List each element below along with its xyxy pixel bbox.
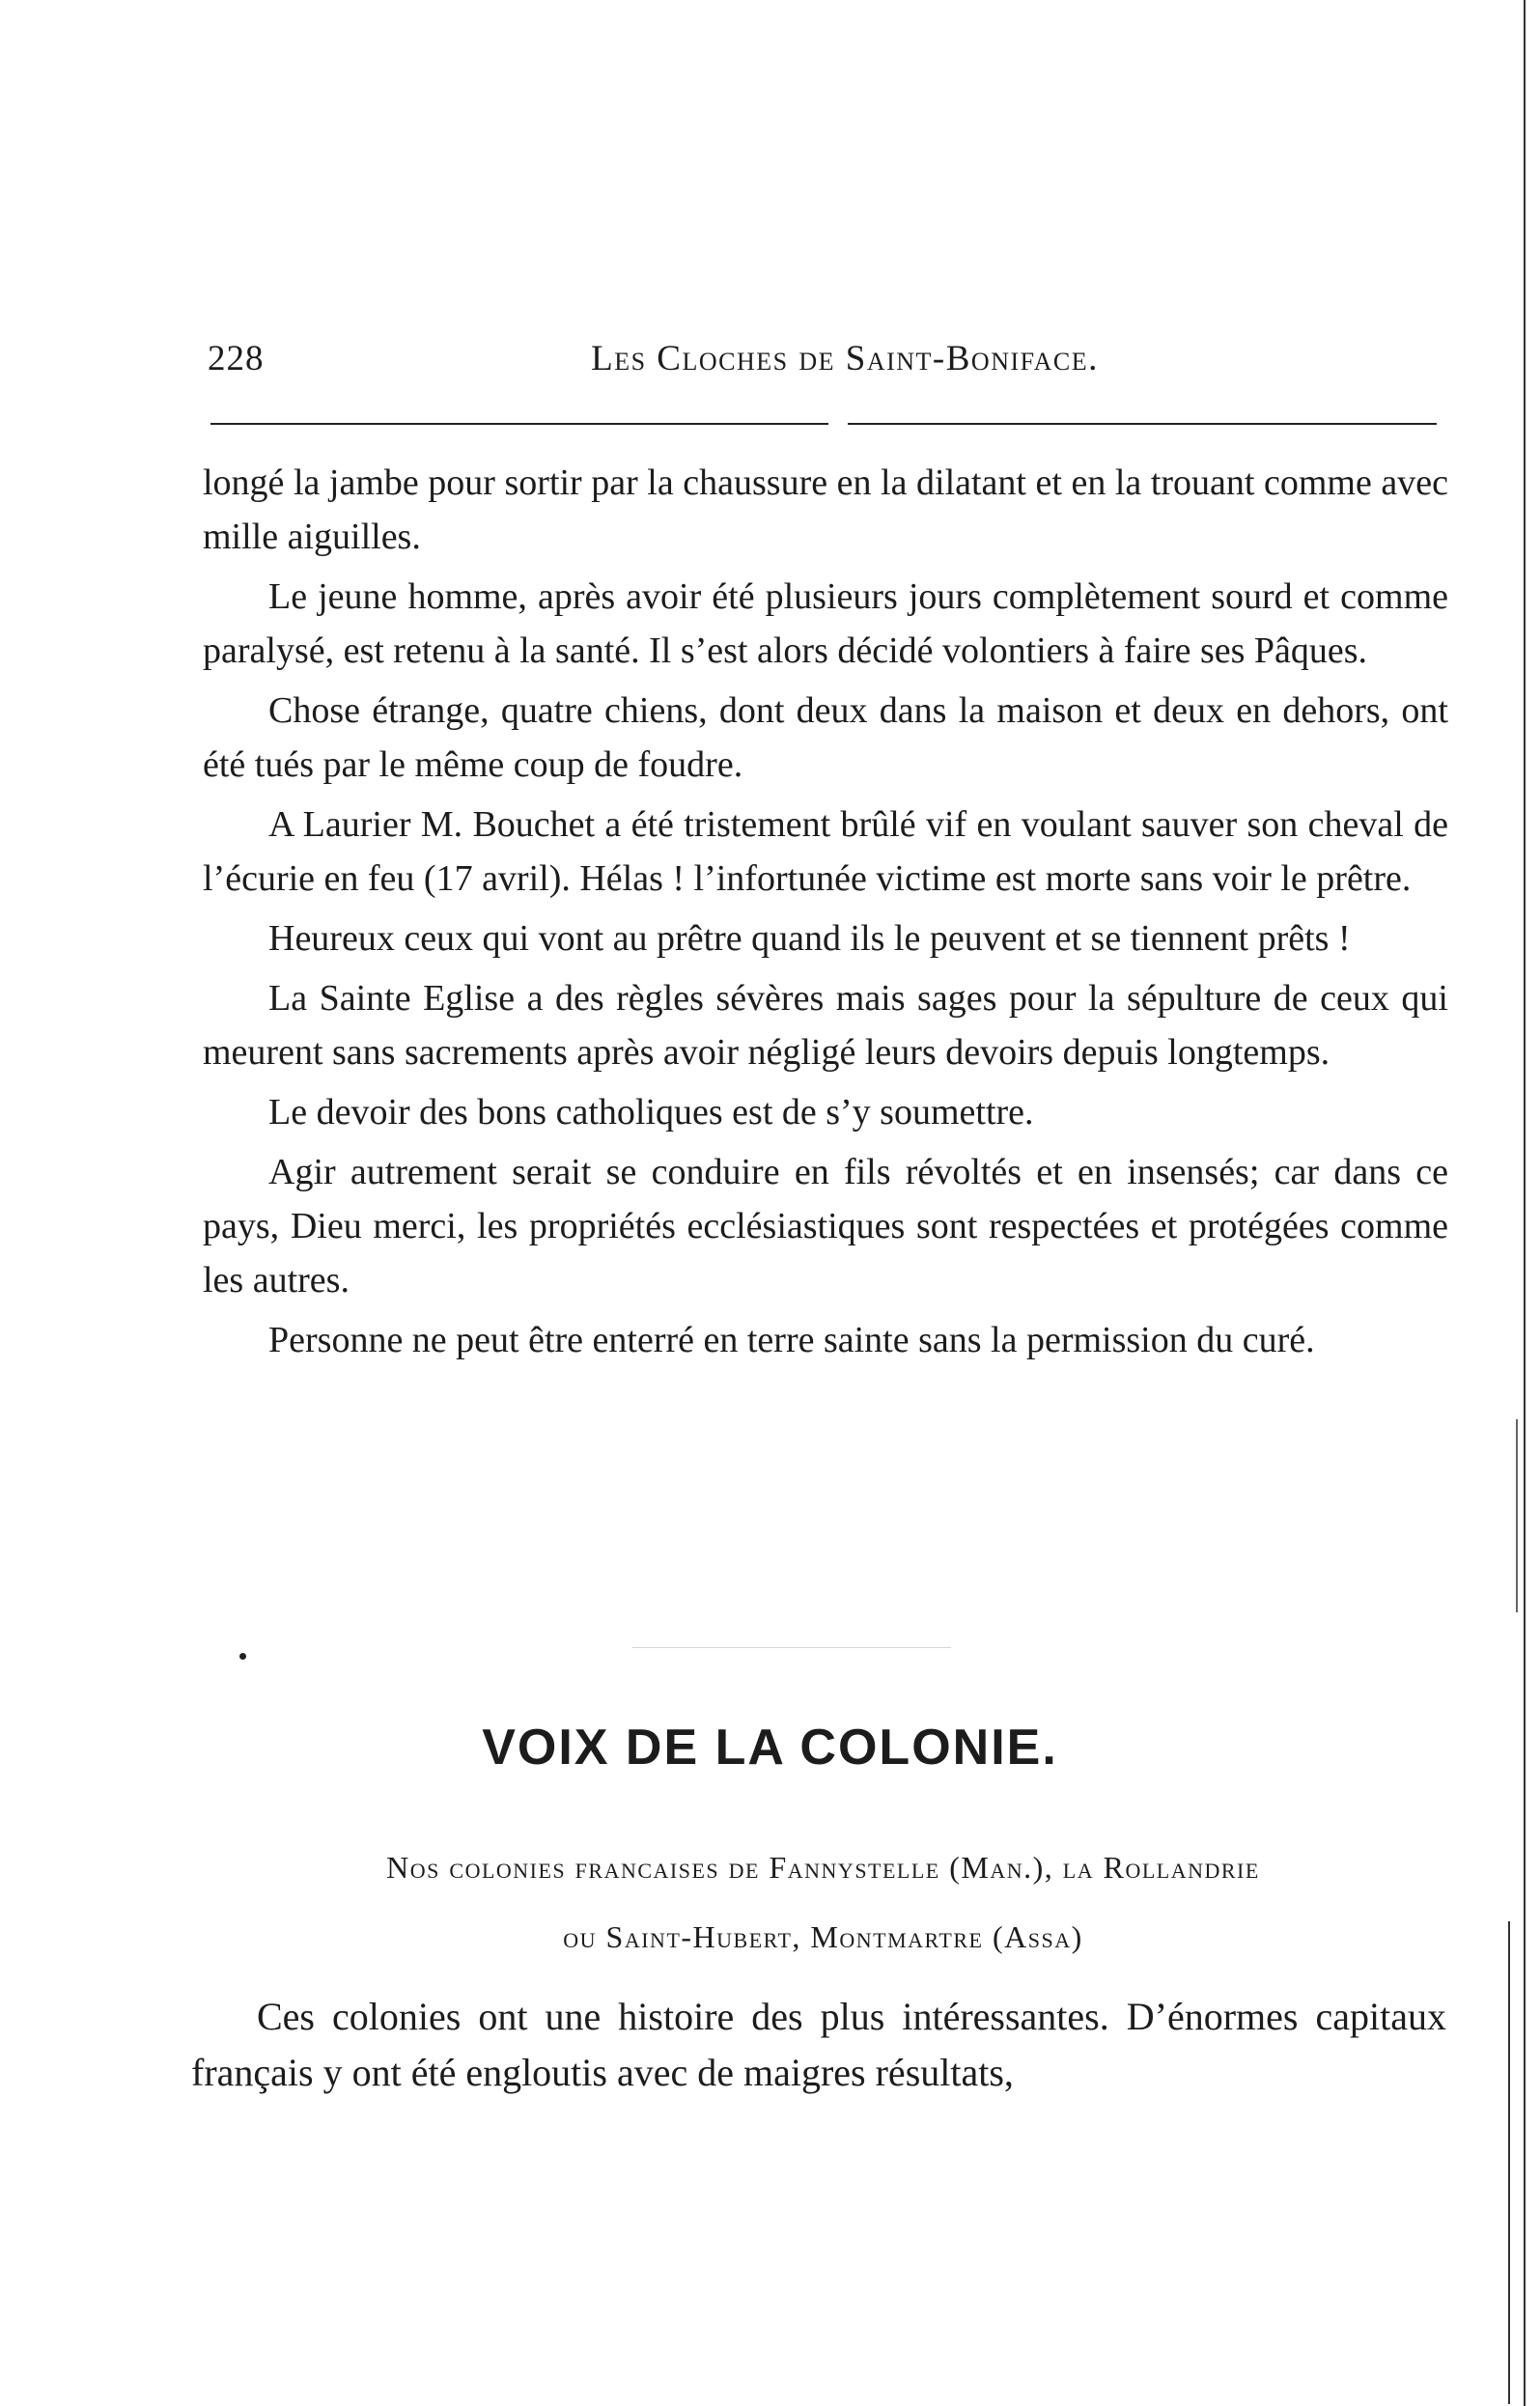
paragraph: Chose étrange, quatre chiens, dont deux dans la maison et deux en dehors, ont été tués par le même coup de foudre. [203, 690, 1448, 785]
paragraph: Agir autrement serait se conduire en fils révoltés et en insensés; car dans ce pays, Dieu merci, les propriétés ecclésiastiques sont respectées et protégées comme les autres. [203, 1152, 1448, 1301]
paragraph: Heureux ceux qui vont au prêtre quand ils le peuvent et se tiennent prêts ! [268, 918, 1351, 959]
scan-edge-line [1516, 1419, 1518, 1612]
page-number: 228 [208, 339, 265, 378]
paragraph: longé la jambe pour sortir par la chaussure en la dilatant et en la trouant comme avec mille aiguilles. [203, 462, 1448, 557]
body-text [203, 456, 1448, 1373]
running-title: Les Cloches de Saint-Boniface. [591, 339, 1099, 378]
scan-edge-line [1524, 0, 1526, 2406]
scan-edge-line [1508, 1921, 1510, 2404]
ink-dot [239, 1653, 246, 1660]
paragraph: Ces colonies ont une histoire des plus intéressantes. D’énormes capitaux français y ont été engloutis avec de maigres résultats, [191, 1995, 1446, 2094]
section-title: VOIX DE LA COLONIE. [482, 1720, 1058, 1776]
paragraph: Le devoir des bons catholiques est de s’y soumettre. [268, 1092, 1034, 1133]
header-rule-left [210, 423, 828, 425]
section-subtitle [183, 1832, 1463, 1972]
paragraph: La Sainte Eglise a des règles sévères mais sages pour la sépulture de ceux qui meurent sans sacrements après avoir négligé leurs devoirs depuis longtemps. [203, 978, 1448, 1073]
paragraph: Personne ne peut être enterré en terre sainte sans la permission du curé. [268, 1320, 1315, 1360]
subtitle-line: Nos colonies francaises de Fannystelle (Man.), la Rollandrie [386, 1850, 1260, 1885]
faint-separator [632, 1647, 951, 1648]
header-rule-right [848, 423, 1437, 425]
paragraph: A Laurier M. Bouchet a été tristement brûlé vif en voulant sauver son cheval de l’écurie en feu (17 avril). Hélas ! l’infortunée victime est morte sans voir le prêtre. [203, 804, 1448, 899]
section-body [191, 1989, 1446, 2101]
subtitle-line: ou Saint-Hubert, Montmartre (Assa) [563, 1919, 1083, 1954]
paragraph: Le jeune homme, après avoir été plusieurs jours complètement sourd et comme paralysé, est retenu à la santé. Il s’est alors décidé volontiers à faire ses Pâques. [203, 576, 1448, 671]
